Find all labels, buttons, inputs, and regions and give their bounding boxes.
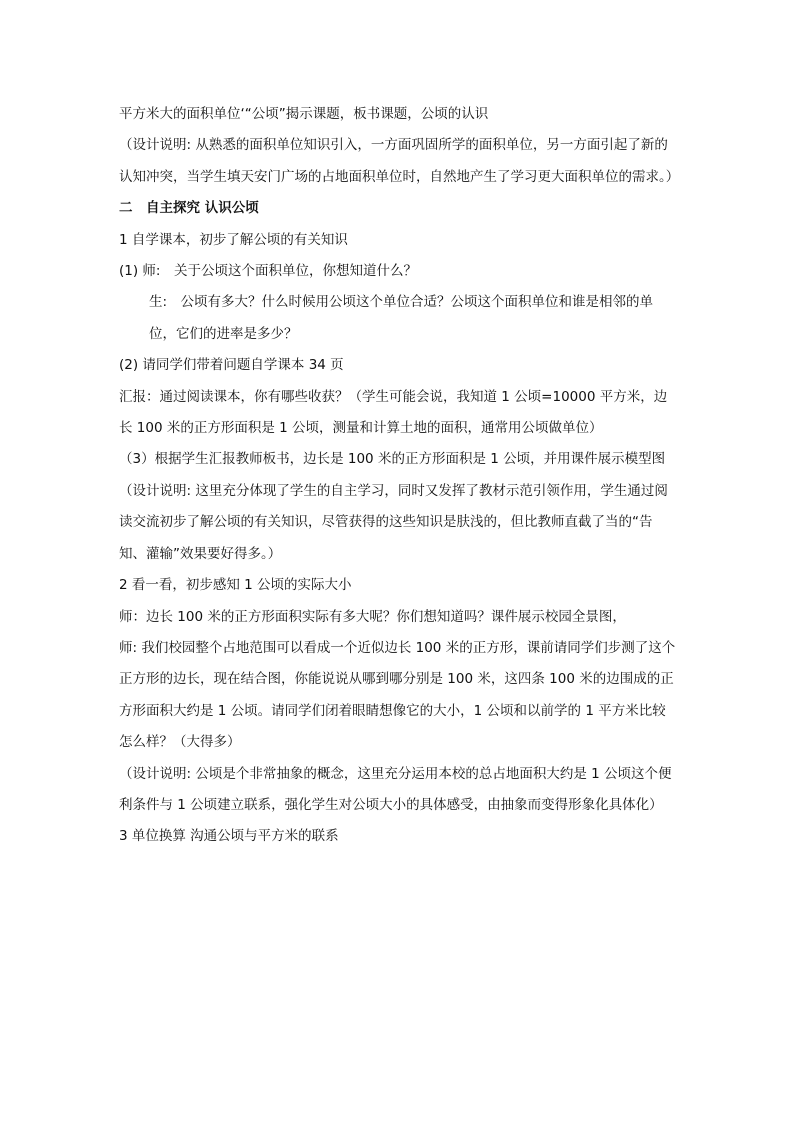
paragraph-intro-unit: 平方米大的面积单位‘“公顷”揭示课题，板书课题，公顷的认识 xyxy=(119,106,489,122)
paragraph-report: 汇报：通过阅读课本，你有哪些收获？（学生可能会说，我知道 1 公顷=10000 平方米，边长 100 米的正方形面积是 1 公顷，测量和计算土地的面积，通常用公顷做单位） xyxy=(119,388,668,437)
paragraph-design-note-2: （设计说明: 这里充分体现了学生的自主学习，同时又发挥了教材示范引领作用，学生通过阅读交流初步了解公顷的有关知识，尽管获得的这些知识是肤浅的，但比教师直截了当的“告知、灌输”效果要好得多。） xyxy=(119,482,668,562)
step-heading-look: 2 看一看，初步感知 1 公顷的实际大小 xyxy=(119,577,352,594)
paragraph-board-writing: （3）根据学生汇报教师板书，边长是 100 米的正方形面积是 1 公顷，并用课件展示模型图 xyxy=(119,451,666,468)
paragraph-design-note-1: （设计说明: 从熟悉的面积单位知识引入，一方面巩固所学的面积单位，另一方面引起了新的认知冲突，当学生填天安门广场的占地面积单位时，自然地产生了学习更大面积单位的需求。） xyxy=(119,137,680,185)
paragraph-design-note-3: （设计说明: 公顷是个非常抽象的概念，这里充分运用本校的总占地面积大约是 1 公顷这个便利条件与 1 公顷建立联系，强化学生对公顷大小的具体感受，由抽象而变得形象化具体化） xyxy=(119,765,672,813)
paragraph-teacher-question: (1) 师: 关于公顷这个面积单位，你想知道什么？ xyxy=(119,263,417,280)
paragraph-read-textbook: (2) 请同学们带着问题自学课本 34 页 xyxy=(119,357,344,374)
paragraph-teacher-square: 师: 我们校园整个占地范围可以看成一个近似边长 100 米的正方形，课前请同学们步测了这个正方形的边长，现在结合图，你能说说从哪到哪分别是 100 米，这四条 100 米的边围成的正方形面积大约是 1 公顷。请同学们闭着眼睛想像它的大小，1 公顷和以前学的 1 平方米比较怎么样？（大得多） xyxy=(119,639,676,751)
step-heading-conversion: 3 单位换算 沟通公顷与平方米的联系 xyxy=(119,828,339,845)
section-heading-explore: 二 自主探究 认识公顷 xyxy=(119,200,259,217)
document-body xyxy=(119,99,679,853)
step-heading-self-study: 1 自学课本，初步了解公顷的有关知识 xyxy=(119,231,348,248)
paragraph-student-answer: 生: 公顷有多大？什么时候用公顷这个单位合适？公顷这个面积单位和谁是相邻的单位，它们的进率是多少？ xyxy=(149,294,654,342)
paragraph-teacher-campus: 师：边长 100 米的正方形面积实际有多大呢？你们想知道吗？课件展示校园全景图， xyxy=(119,608,626,625)
